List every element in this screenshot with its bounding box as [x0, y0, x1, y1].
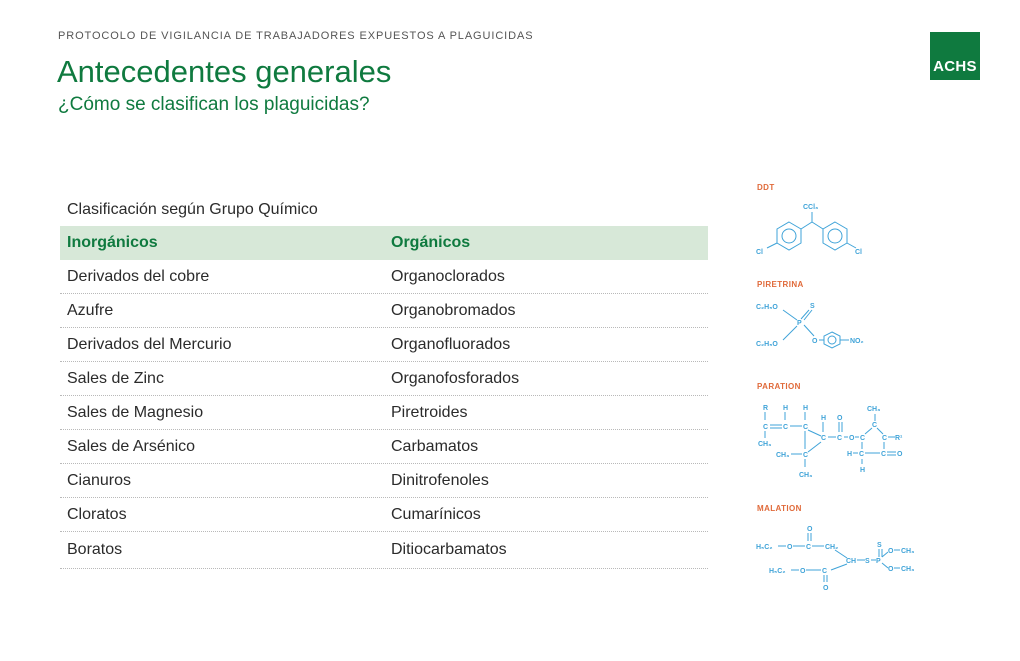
table-row [60, 328, 708, 362]
atom: Cl [855, 249, 862, 256]
cell-organico: Ditiocarbamatos [391, 541, 507, 558]
cell-inorganico: Cianuros [67, 472, 132, 489]
piretrina-structure [755, 298, 875, 352]
atom: P [876, 558, 881, 565]
cell-inorganico: Azufre [67, 302, 114, 319]
document-kicker: PROTOCOLO DE VIGILANCIA DE TRABAJADORES EXPUESTOS A PLAGUICIDAS [58, 30, 534, 42]
atom: R [763, 405, 769, 412]
paration-label: PARATION [757, 382, 801, 391]
atom: O [812, 338, 818, 345]
cell-inorganico: Derivados del Mercurio [67, 336, 232, 353]
page-subtitle: ¿Cómo se clasifican los plaguicidas? [58, 94, 370, 115]
cell-organico: Carbamatos [391, 438, 479, 455]
atom: CH₃ [867, 406, 881, 413]
cell-inorganico: Derivados del cobre [67, 268, 210, 285]
atom: O [823, 585, 829, 592]
piretrina-label: PIRETRINA [757, 280, 804, 289]
cell-inorganico: Sales de Magnesio [67, 404, 204, 421]
atom: C₂H₅O [756, 341, 778, 348]
ddt-label: DDT [757, 183, 775, 192]
table-row [60, 464, 708, 498]
header-inorganicos: Inorgánicos [67, 234, 158, 251]
table-row [60, 396, 708, 430]
atom: O [888, 548, 894, 555]
malation-label: MALATION [757, 504, 802, 513]
cell-organico: Organoclorados [391, 268, 505, 285]
atom: H [860, 467, 866, 474]
table-header-row [60, 226, 708, 260]
atom: H₅C₂ [769, 568, 786, 575]
atom: CH₃ [758, 441, 772, 448]
classification-table [60, 194, 708, 569]
atom: C [763, 424, 769, 431]
atom: C [783, 424, 789, 431]
cell-organico: Organofluorados [391, 336, 511, 353]
atom: H₅C₂ [756, 544, 773, 551]
cell-organico: Piretroides [391, 404, 468, 421]
atom: C₂H₅O [756, 304, 778, 311]
malation-structure [755, 520, 935, 594]
table-row [60, 498, 708, 532]
atom: O [897, 451, 903, 458]
atom: O [807, 526, 813, 533]
atom: C [822, 568, 828, 575]
cell-inorganico: Cloratos [67, 506, 127, 523]
header-organicos: Orgánicos [391, 234, 471, 251]
atom: C [837, 435, 843, 442]
atom: CCl₃ [803, 204, 819, 211]
atom: NO₂ [850, 338, 864, 345]
cell-inorganico: Boratos [67, 541, 123, 558]
atom: CH₃ [901, 548, 915, 555]
achs-logo: ACHS [930, 32, 980, 80]
atom: P [797, 320, 802, 327]
atom: CH₃ [799, 472, 813, 479]
table-row [60, 294, 708, 328]
atom: O [800, 568, 806, 575]
table-row [60, 532, 708, 569]
atom: S [865, 558, 870, 565]
cell-organico: Dinitrofenoles [391, 472, 489, 489]
atom: O [787, 544, 793, 551]
atom: CH [846, 558, 857, 565]
atom: CH₃ [901, 566, 915, 573]
cell-inorganico: Sales de Zinc [67, 370, 164, 387]
cell-inorganico: Sales de Arsénico [67, 438, 196, 455]
atom: CH₃ [776, 452, 790, 459]
atom: C [803, 424, 809, 431]
atom: O [888, 566, 894, 573]
atom: CH₂ [825, 544, 839, 551]
atom: C [881, 451, 887, 458]
table-caption: Clasificación según Grupo Químico [67, 201, 318, 218]
atom: C [821, 435, 827, 442]
atom: R¹ [895, 435, 903, 442]
atom: C [806, 544, 812, 551]
atom: C [860, 435, 866, 442]
table-row [60, 430, 708, 464]
atom: S [877, 542, 882, 549]
atom: C [803, 452, 809, 459]
table-row [60, 362, 708, 396]
cell-organico: Organofosforados [391, 370, 520, 387]
atom: H [783, 405, 789, 412]
table-row [60, 260, 708, 294]
atom: Cl [756, 249, 763, 256]
cell-organico: Cumarínicos [391, 506, 481, 523]
page-title: Antecedentes generales [57, 54, 392, 89]
paration-structure [755, 398, 915, 482]
atom: H [803, 405, 809, 412]
atom: H [847, 451, 853, 458]
atom: O [837, 415, 843, 422]
atom: O [849, 435, 855, 442]
atom: S [810, 303, 815, 310]
cell-organico: Organobromados [391, 302, 516, 319]
atom: H [821, 415, 827, 422]
atom: C [859, 451, 865, 458]
ddt-structure [755, 198, 875, 260]
atom: C [882, 435, 888, 442]
atom: C [872, 422, 878, 429]
